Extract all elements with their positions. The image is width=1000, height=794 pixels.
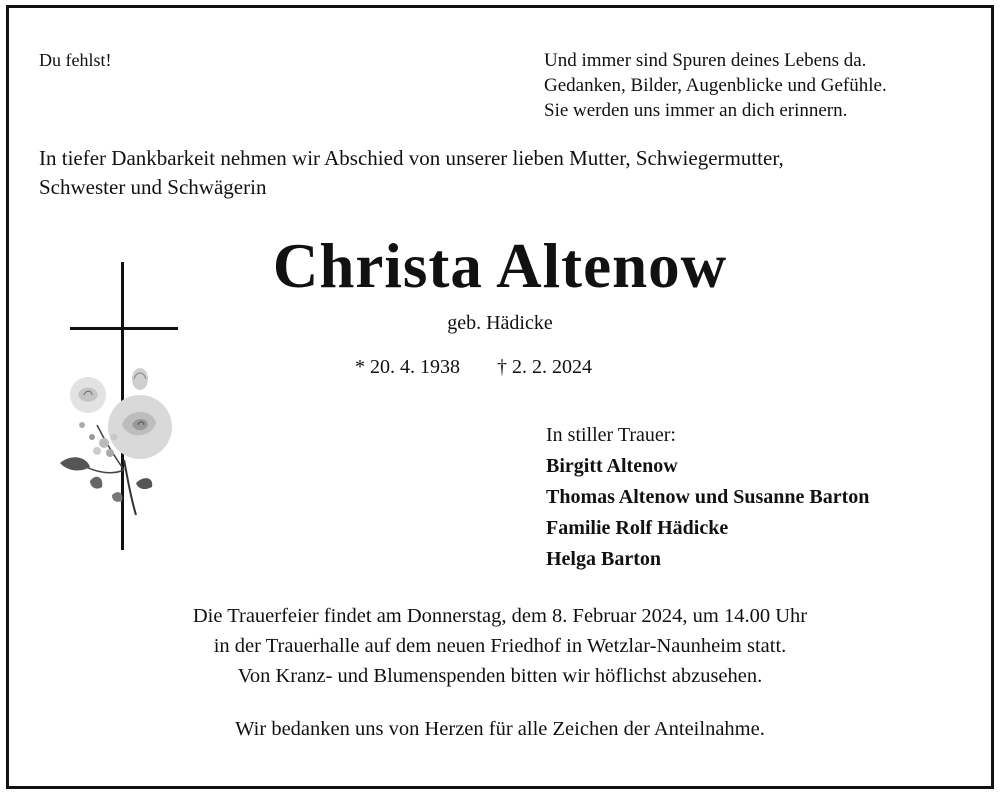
poem-line: Und immer sind Spuren deines Lebens da.: [544, 50, 867, 71]
mourners-block: [546, 420, 869, 575]
thanks-note: Wir bedanken uns von Herzen für alle Zeichen der Anteilnahme.: [235, 718, 765, 740]
deceased-name: Christa Altenow: [272, 231, 728, 301]
rose-bouquet-icon: [52, 365, 182, 525]
mourner-name: Thomas Altenow und Susanne Barton: [546, 486, 870, 508]
ceremony-line: Von Kranz- und Blumenspenden bitten wir höflichst abzusehen.: [237, 665, 763, 687]
ceremony-line: in der Trauerhalle auf dem neuen Friedhof in Wetzlar-Naunheim statt.: [213, 635, 787, 657]
maiden-name: geb. Hädicke: [447, 312, 553, 334]
ceremony-line: Die Trauerfeier findet am Donnerstag, dem 8. Februar 2024, um 14.00 Uhr: [192, 605, 808, 627]
intro-line: In tiefer Dankbarkeit nehmen wir Abschied von unserer lieben Mutter, Schwiegermutter,: [39, 146, 784, 170]
mourner-name: Familie Rolf Hädicke: [546, 517, 729, 539]
mourners-heading: In stiller Trauer:: [546, 424, 676, 446]
mourner-name: Birgitt Altenow: [546, 455, 678, 477]
birth-date: * 20. 4. 1938: [355, 356, 460, 378]
intro-text: [39, 144, 784, 202]
poem: [544, 48, 887, 123]
poem-line: Sie werden uns immer an dich erinnern.: [544, 100, 848, 121]
mourner-name: Helga Barton: [546, 548, 661, 570]
life-dates: [355, 356, 592, 379]
intro-line: Schwester und Schwägerin: [39, 175, 267, 199]
death-date: † 2. 2. 2024: [497, 356, 592, 378]
poem-line: Gedanken, Bilder, Augenblicke und Gefühle.: [544, 75, 887, 96]
motto: Du fehlst!: [39, 50, 112, 70]
ceremony-info: [0, 601, 1000, 691]
